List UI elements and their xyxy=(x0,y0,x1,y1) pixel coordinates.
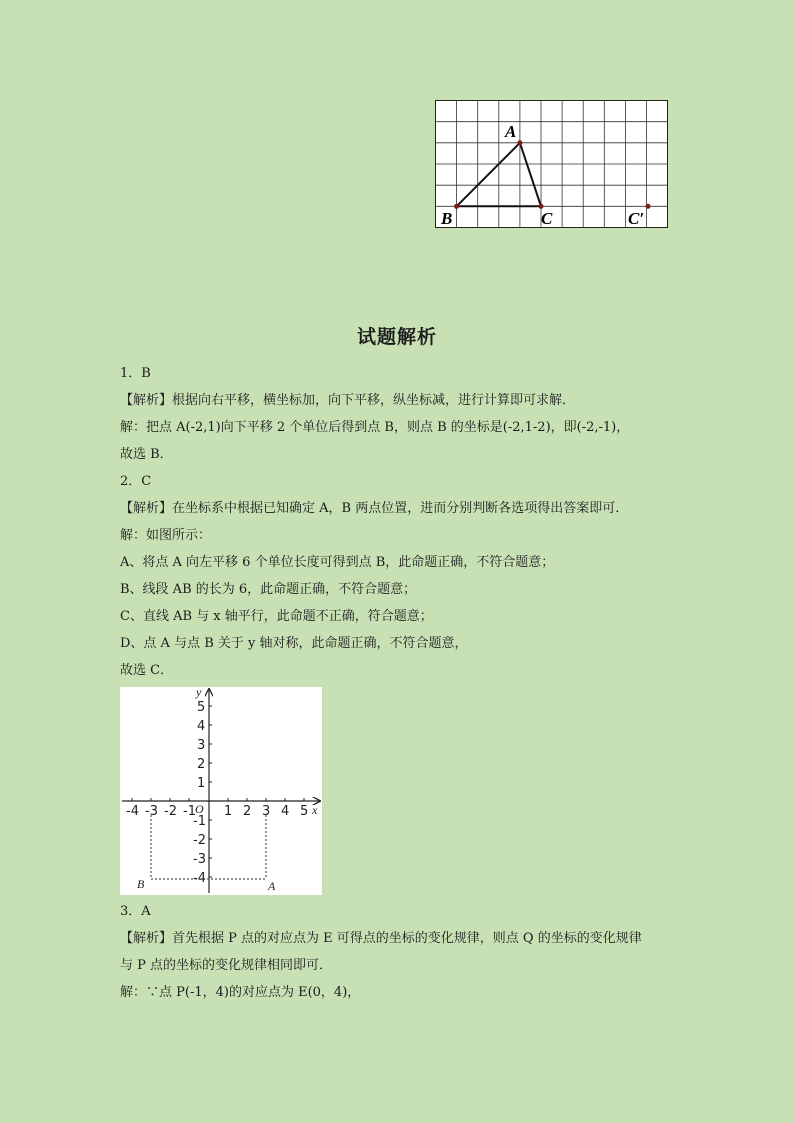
q3-analysis-2: 与 P 点的坐标的变化规律相同即可． xyxy=(120,958,333,973)
x-tick-label: 3 xyxy=(262,804,271,819)
q3-analysis-1: 【解析】首先根据 P 点的对应点为 E 可得点的坐标的变化规律，则点 Q 的坐标的变化规律 xyxy=(120,931,642,946)
label-b: B xyxy=(441,209,453,228)
x-tick-label: -2 xyxy=(164,804,177,819)
point-a-label: A xyxy=(268,879,276,893)
y-tick-label: 5 xyxy=(197,700,206,715)
q2-option-b: B、线段 AB 的长为 6，此命题正确，不符合题意； xyxy=(120,582,417,597)
point-b-label: B xyxy=(137,877,145,891)
coordinate-plane-figure xyxy=(120,687,322,895)
x-tick-label: -4 xyxy=(126,804,139,819)
q3-solution: 解：∵点 P(-1，4)的对应点为 E(0，4)， xyxy=(120,985,361,1000)
x-tick-label: 4 xyxy=(281,804,290,819)
label-c-prime: C′ xyxy=(628,209,645,228)
q3-answer: 3．A xyxy=(120,904,151,919)
q2-solution: 解：如图所示： xyxy=(120,528,212,543)
x-tick-label: 1 xyxy=(224,804,233,819)
label-a: A xyxy=(505,122,517,141)
solution-block-3 xyxy=(120,898,720,1006)
x-tick-label: 2 xyxy=(243,804,252,819)
y-tick-label: 2 xyxy=(197,757,206,772)
page-title: 试题解析 xyxy=(356,326,437,348)
triangle-grid-figure xyxy=(432,98,672,232)
axis-ticks xyxy=(132,706,304,877)
q2-option-c: C、直线 AB 与 x 轴平行，此命题不正确，符合题意； xyxy=(120,609,433,624)
point-a xyxy=(517,140,522,145)
q2-option-d: D、点 A 与点 B 关于 y 轴对称，此命题正确，不符合题意， xyxy=(120,636,468,651)
x-tick-label: -3 xyxy=(145,804,158,819)
origin-label: O xyxy=(195,802,204,816)
q2-analysis: 【解析】在坐标系中根据已知确定 A，B 两点位置，进而分别判断各选项得出答案即可． xyxy=(120,501,629,516)
point-c-prime xyxy=(646,204,651,209)
x-axis-label: x xyxy=(312,803,318,817)
y-tick-label: -1 xyxy=(193,814,206,829)
q2-option-a: A、将点 A 向左平移 6 个单位长度可得到点 B，此命题正确，不符合题意； xyxy=(120,555,555,570)
y-tick-label: -2 xyxy=(193,833,206,848)
q1-solution: 解：把点 A(-2,1)向下平移 2 个单位后得到点 B，则点 B 的坐标是(-2,1-2)，即(-2,-1)， xyxy=(120,420,630,435)
x-tick-label: 5 xyxy=(300,804,309,819)
point-b xyxy=(454,204,459,209)
y-tick-label: 3 xyxy=(197,738,206,753)
y-tick-label: -4 xyxy=(193,871,206,886)
label-c: C xyxy=(541,209,553,228)
q1-answer: 1．B xyxy=(120,366,151,381)
solution-block-1-2 xyxy=(120,360,720,684)
q2-answer: 2．C xyxy=(120,474,152,489)
y-axis-label: y xyxy=(196,687,202,699)
y-tick-label: 1 xyxy=(197,776,206,791)
q2-conclusion: 故选 C． xyxy=(120,663,174,678)
y-tick-label: 4 xyxy=(197,719,206,734)
q1-conclusion: 故选 B． xyxy=(120,447,173,462)
q1-analysis: 【解析】根据向右平移，横坐标加，向下平移，纵坐标减，进行计算即可求解． xyxy=(120,393,576,408)
y-tick-label: -3 xyxy=(193,852,206,867)
x-tick-label: -1 xyxy=(183,804,196,819)
